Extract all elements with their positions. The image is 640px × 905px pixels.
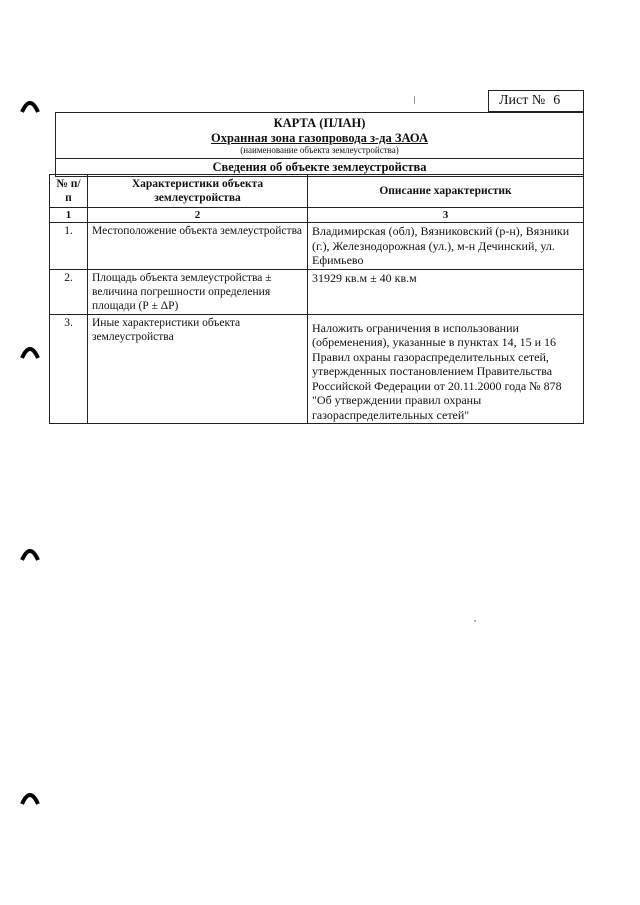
punch-hole-mark [20, 342, 40, 360]
row-description: Владимирская (обл), Вязниковский (р-н), Вязники (г.), Железнодорожная (ул.), м-н Дечинский, ул. Ефимьево [308, 223, 584, 270]
table-row [50, 223, 584, 270]
column-header-characteristic: Характеристики объекта землеустройства [88, 175, 308, 208]
row-description: Наложить ограничения в использовании (обременения), указанные в пунктах 14, 15 и 16 Правил охраны газораспределительных сетей, утвержденных постановлением Правительства Российской Федерации от 20.11.2000 года № 878 "Об утверждении правил охраны газораспределительных сетей" [308, 314, 584, 424]
sheet-label: Лист № [499, 93, 546, 108]
row-characteristic: Местоположение объекта землеустройства [88, 223, 308, 270]
object-caption: (наименование объекта землеустройства) [240, 145, 399, 155]
table-row [50, 269, 584, 314]
title-block [56, 113, 583, 159]
section-title: Сведения об объекте землеустройства [212, 160, 427, 174]
table-row [50, 314, 584, 424]
column-header-description: Описание характеристик [308, 175, 584, 208]
row-number: 3. [50, 314, 88, 424]
column-number: 3 [308, 208, 584, 223]
column-number-row [50, 208, 584, 223]
column-number: 2 [88, 208, 308, 223]
row-number: 2. [50, 269, 88, 314]
object-name: Охранная зона газопровода з-да ЗАОА [211, 131, 428, 145]
column-number: 1 [50, 208, 88, 223]
scan-speck [474, 620, 476, 622]
punch-hole-mark [20, 96, 40, 114]
row-characteristic: Иные характеристики объекта землеустройства [88, 314, 308, 424]
row-number: 1. [50, 223, 88, 270]
characteristics-table [49, 174, 584, 424]
column-header-num: № п/п [50, 175, 88, 208]
page-title: КАРТА (ПЛАН) [273, 116, 366, 130]
sheet-number-box [488, 90, 584, 112]
table-header-row [50, 175, 584, 208]
document-header [55, 112, 584, 177]
punch-hole-mark [20, 788, 40, 806]
punch-hole-mark [20, 544, 40, 562]
sheet-number: 6 [553, 93, 561, 108]
row-description: 31929 кв.м ± 40 кв.м [308, 269, 584, 314]
scan-speck [414, 96, 415, 104]
row-characteristic: Площадь объекта землеустройства ± величина погрешности определения площади (Р ± ΔР) [88, 269, 308, 314]
